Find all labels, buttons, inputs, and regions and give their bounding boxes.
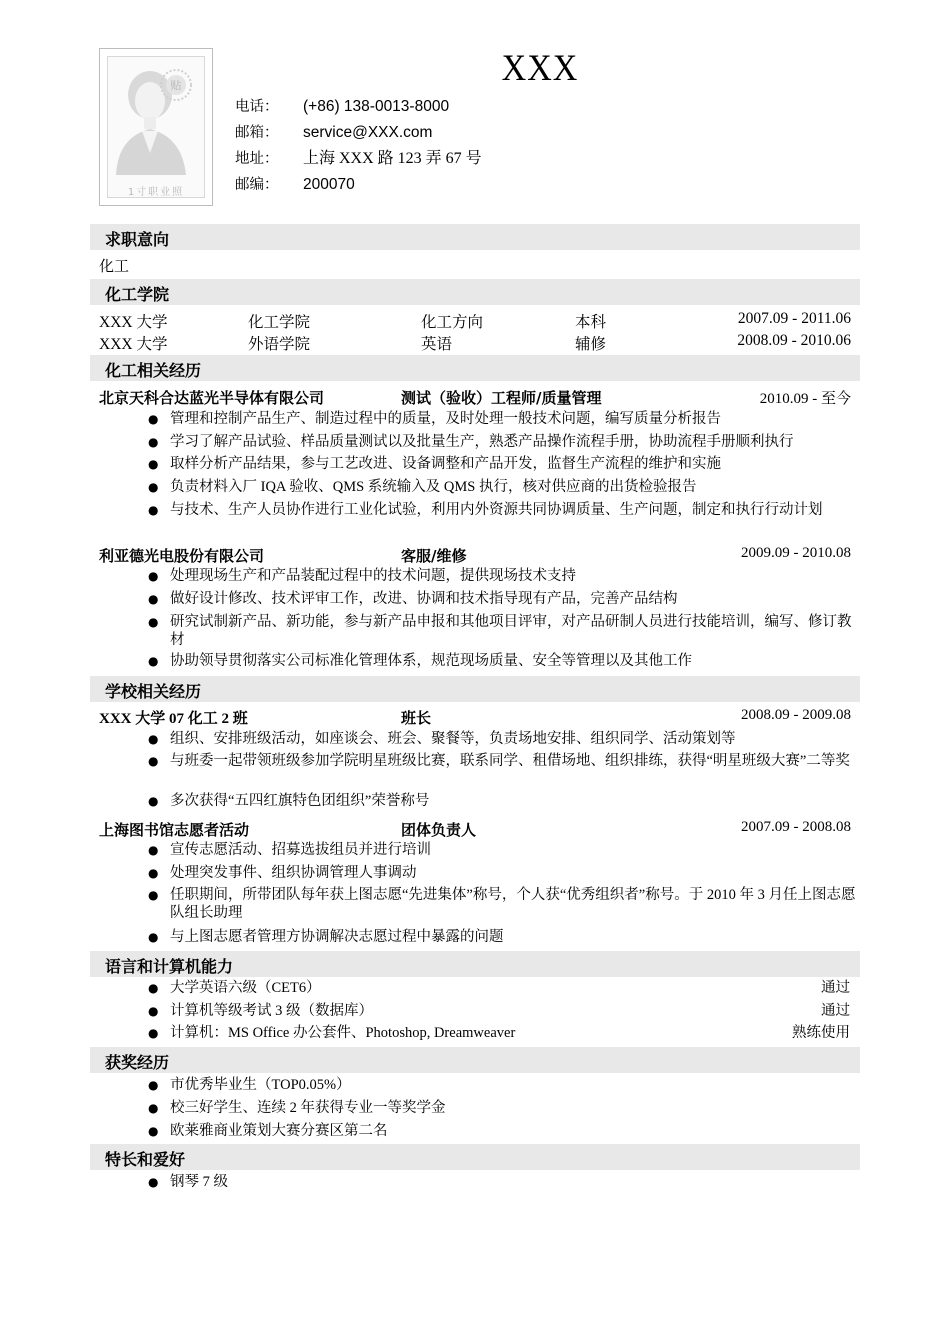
photo-caption: 1寸职业照	[127, 187, 185, 198]
contact-label: 邮编：	[235, 177, 279, 193]
section-header-hobbies	[90, 1144, 860, 1170]
bullet-icon: ●	[148, 457, 159, 471]
contact-label: 电话：	[235, 99, 279, 115]
bullet-icon: ●	[148, 981, 159, 995]
bullet-icon: ●	[148, 480, 159, 494]
edu-school: XXX 大学	[99, 336, 168, 353]
edu-degree: 辅修	[575, 336, 607, 353]
edu-major: 化工方向	[421, 314, 484, 331]
skill-level: 通过	[821, 980, 850, 996]
education-row	[99, 310, 851, 330]
work-entry-header	[99, 545, 851, 565]
contact-value: (+86) 138-0013-8000	[303, 98, 450, 115]
school-org: 上海图书馆志愿者活动	[99, 821, 250, 839]
school-period: 2008.09 - 2009.08	[741, 707, 851, 723]
skill-level: 熟练使用	[792, 1025, 850, 1041]
contact-label: 邮箱：	[235, 125, 279, 141]
section-title: 特长和爱好	[105, 1150, 186, 1169]
work-company: 北京天科合达蓝光半导体有限公司	[99, 389, 325, 407]
section-title: 学校相关经历	[105, 682, 202, 701]
work-company: 利亚德光电股份有限公司	[99, 547, 265, 565]
avatar-silhouette-icon	[108, 57, 206, 199]
bullet-icon: ●	[148, 754, 159, 768]
photo-stamp: 贴	[170, 79, 182, 92]
section-title: 求职意向	[105, 230, 170, 249]
education-row	[99, 332, 851, 352]
work-period: 2009.09 - 2010.08	[741, 545, 851, 561]
section-title: 化工学院	[105, 285, 170, 304]
bullet-icon: ●	[148, 888, 159, 902]
bullet-icon: ●	[148, 732, 159, 746]
school-org: XXX 大学 07 化工 2 班	[99, 711, 248, 727]
school-period: 2007.09 - 2008.08	[741, 819, 851, 835]
bullet-icon: ●	[148, 654, 159, 668]
bullet-icon: ●	[148, 1078, 159, 1092]
school-entry-header	[99, 819, 851, 839]
edu-major: 英语	[421, 336, 453, 353]
edu-degree: 本科	[575, 314, 607, 331]
bullet-icon: ●	[148, 569, 159, 583]
bullet-icon: ●	[148, 435, 159, 449]
bullet-icon: ●	[148, 1101, 159, 1115]
work-role: 测试（验收）工程师/质量管理	[401, 389, 602, 407]
bullet-icon: ●	[148, 412, 159, 426]
contact-label: 地址：	[235, 151, 279, 167]
edu-period: 2008.09 - 2010.06	[737, 332, 851, 349]
work-role: 客服/维修	[401, 547, 467, 565]
contact-value: service@XXX.com	[303, 124, 433, 141]
school-role: 团体负责人	[401, 821, 477, 839]
section-header-work	[90, 355, 860, 381]
bullet-icon: ●	[148, 866, 159, 880]
bullet-icon: ●	[148, 930, 159, 944]
contact-value: 200070	[303, 176, 355, 193]
section-title: 语言和计算机能力	[105, 957, 234, 976]
bullet-icon: ●	[148, 1124, 159, 1138]
bullet-icon: ●	[148, 592, 159, 606]
photo-frame	[107, 56, 205, 198]
section-header-awards	[90, 1047, 860, 1073]
section-header-education	[90, 279, 860, 305]
bullet-icon: ●	[148, 615, 159, 629]
edu-college: 外语学院	[248, 336, 311, 353]
bullet-icon: ●	[148, 794, 159, 808]
school-role: 班长	[401, 709, 432, 727]
edu-school: XXX 大学	[99, 314, 168, 331]
skill-level: 通过	[821, 1003, 850, 1019]
bullet-icon: ●	[148, 503, 159, 517]
objective-text: 化工	[99, 257, 130, 275]
contact-value: 上海 XXX 路 123 弄 67 号	[303, 150, 482, 167]
section-header-objective	[90, 224, 860, 250]
section-header-skills	[90, 951, 860, 977]
bullet-icon: ●	[148, 1026, 159, 1040]
school-entry-header	[99, 707, 851, 727]
candidate-name: XXX	[501, 48, 579, 89]
edu-period: 2007.09 - 2011.06	[737, 310, 851, 327]
photo-placeholder	[99, 48, 213, 206]
bullet-icon: ●	[148, 843, 159, 857]
bullet-icon: ●	[148, 1004, 159, 1018]
section-header-school	[90, 676, 860, 702]
edu-college: 化工学院	[248, 314, 311, 331]
resume-page: 贴 1寸职业照 XXX 电话： (+86) 138-0013-8000 邮箱： service@XXX.com 地址： 上海 XXX 路 123 弄 67 号 邮编： 200070 求职意向 化工 化工学院 XXX 大学 化工学院 化工方向 本科 2007.09 - 2011.06 XXX 大学 外语学院 英语 辅修 2008.09 - 2010.06 化工相关经历 北京天科合达蓝光半导体有限公司 测试（验收）工程师/质量管理 2010.09 - 至今 ● 管理和控制产品生产、制造过程中的质量，及时处理一般技术问题，编写质量分析报告 ● 学习了解产品试验、样品质量测试以及批量生产，熟悉产品操作流程手册，协助流程手册顺利执行 ● 取样分析产品结果，参与工艺改进、设备调整和产品开发，监督生产流程的维护和实施 ● 负责材料入厂 IQA 验收、QMS 系统输入及 QMS 执行，核对供应商的出货检验报告 ● 与技术、生产人员协作进行工业化试验，利用内外资源共同协调质量、生产问题，制定和执行行动计划 利亚德光电股份有限公司 客服/维修 2009.09 - 2010.08 ● 处理现场生产和产品装配过程中的技术问题，提供现场技术支持 ● 做好设计修改、技术评审工作，改进、协调和技术指导现有产品，完善产品结构 ● 研究试制新产品、新功能，参与新产品申报和其他项目评审，对产品研制人员进行技能培训，编写、修订教材 ● 协助领导贯彻落实公司标准化管理体系，规范现场质量、安全等管理以及其他工作 学校相关经历 XXX 大学 07 化工 2 班 班长 2008.09 - 2009.08 ● 组织、安排班级活动，如座谈会、班会、聚餐等，负责场地安排、组织同学、活动策划等 ● 与班委一起带领班级参加学院明星班级比赛，联系同学、租借场地、组织排练，获得“明星班级大赛”二等奖 ● 多次获得“五四红旗特色团组织”荣誉称号 上海图书馆志愿者活动 团体负责人 2007.09 - 2008.08 ● 宣传志愿活动、招募选拔组员并进行培训 ● 处理突发事件、组织协调管理人事调动 ● 任职期间，所带团队每年获上图志愿“先进集体”称号，个人获“优秀组织者”称号。于 2010 年 3 月任上图志愿队组长助理 ● 与上图志愿者管理方协调解决志愿过程中暴露的问题 语言和计算机能力 ● 大学英语六级（CET6） 通过 ● 计算机等级考试 3 级（数据库） 通过 ● 计算机：MS Office 办公套件、Photoshop, Dreamweaver 熟练使用 获奖经历 ● 市优秀毕业生（TOP0.05%） ● 校三好学生、连续 2 年获得专业一等奖学金 ● 欧莱雅商业策划大赛分赛区第二名 特长和爱好 ● 钢琴 7 级	[0, 0, 950, 1344]
bullet-icon: ●	[148, 1175, 159, 1189]
section-title: 化工相关经历	[105, 361, 202, 380]
section-title: 获奖经历	[105, 1053, 170, 1072]
work-entry-header	[99, 387, 851, 407]
work-period: 2010.09 - 至今	[759, 391, 851, 407]
